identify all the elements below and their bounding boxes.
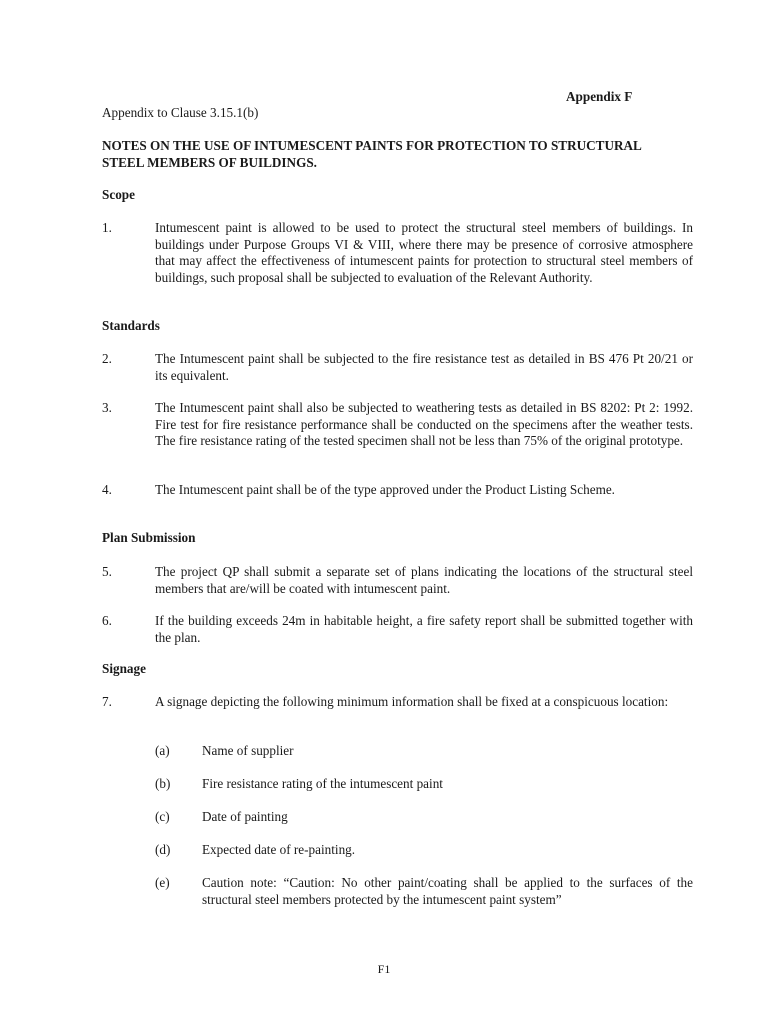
heading-scope: Scope [102,187,135,202]
page-number: F1 [377,962,391,976]
item-number: 3. [102,400,112,415]
sub-item-letter: (e) [155,875,170,890]
item-text: Intumescent paint is allowed to be used to protect the structural steel members of buildings. In buildings under Purpose Groups VI & VIII, where there may be presence of corrosive atmosphere that may affect the effectiveness of intumescent paints for protection to structural steel members of buildings, such proposal shall be subjected to evaluation of the Relevant Authority. [155,220,693,285]
sub-item-text: Date of painting [202,809,288,824]
item-text: A signage depicting the following minimum information shall be fixed at a conspicuous location: [155,694,669,709]
item-text: If the building exceeds 24m in habitable height, a fire safety report shall be submitted together with the plan. [155,613,693,645]
sub-item-text: Fire resistance rating of the intumescent paint [202,776,443,791]
list-item [102,482,693,499]
item-text: The Intumescent paint shall be of the type approved under the Product Listing Scheme. [155,482,615,497]
sub-item [155,842,693,859]
appendix-label: Appendix F [566,89,633,104]
list-item [102,400,693,450]
list-item [102,613,693,646]
list-item [102,564,693,597]
item-number: 5. [102,564,112,579]
heading-standards: Standards [102,318,160,333]
sub-item-text: Expected date of re-painting. [202,842,356,857]
item-text: The Intumescent paint shall also be subjected to weathering tests as detailed in BS 8202: Pt 2: 1992. Fire test for fire resistance performance shall be conducted on the specimens after the weather tests. The fire resistance rating of the tested specimen shall not be less than 75% of the original prototype. [155,400,693,448]
sub-item-text: Name of supplier [202,743,294,758]
sub-item [155,809,693,826]
sub-item-letter: (c) [155,809,170,824]
item-number: 6. [102,613,112,628]
sub-item-letter: (b) [155,776,171,791]
list-item [102,351,693,384]
document-title: NOTES ON THE USE OF INTUMESCENT PAINTS FOR PROTECTION TO STRUCTURAL STEEL MEMBERS OF BUILDINGS. [102,138,642,170]
sub-item [155,776,693,793]
sub-item [155,743,693,760]
item-number: 1. [102,220,112,235]
item-number: 7. [102,694,112,709]
sub-item-letter: (a) [155,743,170,758]
sub-item-letter: (d) [155,842,171,857]
sub-item-text: Caution note: “Caution: No other paint/coating shall be applied to the surfaces of the structural steel members protected by the intumescent paint system” [202,875,693,907]
sub-item [155,875,693,908]
list-item [102,694,693,711]
item-text: The project QP shall submit a separate set of plans indicating the locations of the structural steel members that are/will be coated with intumescent paint. [155,564,693,596]
item-number: 2. [102,351,112,366]
item-text: The Intumescent paint shall be subjected to the fire resistance test as detailed in BS 476 Pt 20/21 or its equivalent. [155,351,693,383]
heading-plan-submission: Plan Submission [102,530,196,545]
list-item [102,220,693,286]
item-number: 4. [102,482,112,497]
heading-signage: Signage [102,661,146,676]
clause-reference: Appendix to Clause 3.15.1(b) [102,105,259,120]
